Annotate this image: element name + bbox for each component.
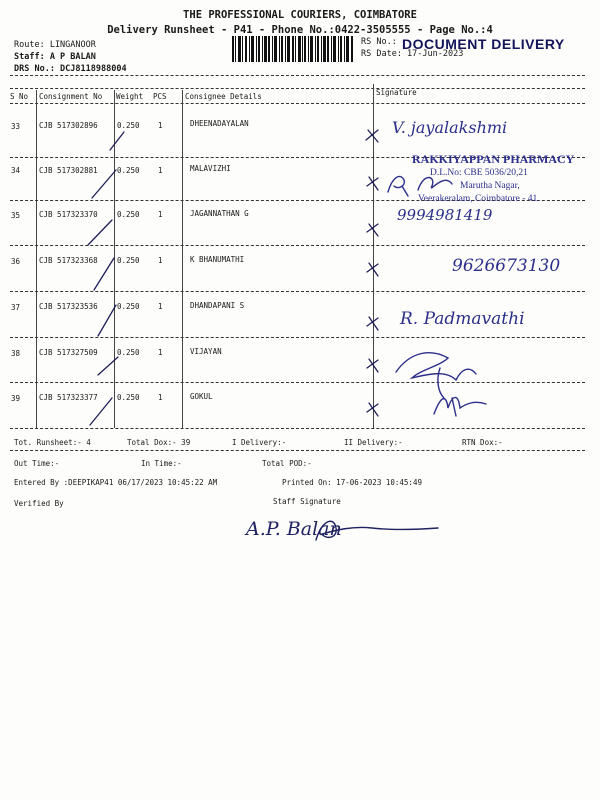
signature-row-37: R. Padmavathi (400, 309, 525, 329)
ii-delivery: II Delivery:- (344, 438, 403, 447)
divider (10, 291, 585, 292)
scribble-row-34 (388, 176, 408, 196)
rtn-dox: RTN Dox:- (462, 438, 503, 447)
row-consignment: CJB 517327509 (39, 348, 98, 357)
row-pcs: 1 (158, 393, 163, 402)
col-line (36, 90, 37, 428)
tick-mark (110, 132, 124, 150)
row-consignee: DHEENADAYALAN (190, 119, 249, 128)
staff-signature-ink: A.P. Balan (246, 518, 342, 540)
row-consignment: CJB 517302881 (39, 166, 98, 175)
row-sno: 35 (11, 211, 21, 220)
tick-mark (88, 220, 112, 245)
scribble-row-34 (418, 178, 452, 191)
rs-date: RS Date: 17-Jun-2023 (361, 49, 464, 59)
entered-by: Entered By :DEEPIKAP41 06/17/2023 10:45:22 AM (14, 478, 218, 487)
row-consignee: DHANDAPANI S (190, 301, 245, 310)
row-consignment: CJB 517323536 (39, 302, 98, 311)
divider (10, 88, 585, 89)
divider (10, 75, 585, 76)
col-weight: Weight (116, 92, 144, 101)
in-time: In Time:- (141, 459, 182, 468)
row-consignee: VIJAYAN (190, 347, 222, 356)
row-pcs: 1 (158, 166, 163, 175)
staff-label: Staff: A P BALAN (14, 52, 96, 62)
row-consignment: CJB 517323370 (39, 210, 98, 219)
row-consignee: K BHANUMATHI (190, 255, 245, 264)
scribble-row-38 (438, 368, 444, 398)
verified-by: Verified By (14, 499, 64, 508)
row-sno: 39 (11, 394, 21, 403)
row-consignee: MALAVIZHI (190, 164, 231, 173)
row-weight: 0.250 (117, 210, 140, 219)
divider (10, 450, 585, 451)
col-consignee: Consignee Details (185, 92, 262, 101)
runsheet-title: Delivery Runsheet - P41 - Phone No.:0422-3505555 - Page No.:4 (107, 24, 493, 36)
route-label: Route: LINGANOOR (14, 40, 96, 50)
col-line (114, 90, 115, 428)
printed-on: Printed On: 17-06-2023 10:45:49 (282, 478, 422, 487)
row-weight: 0.250 (117, 121, 140, 130)
pharmacy-stamp-dl: D.L.No: CBE 5036/20,21 (430, 168, 528, 178)
row-sno: 38 (11, 349, 21, 358)
row-sno: 33 (11, 122, 21, 131)
divider (10, 382, 585, 383)
document-delivery-stamp: DOCUMENT DELIVERY (402, 36, 565, 52)
row-weight: 0.250 (117, 393, 140, 402)
col-sno: S No (10, 92, 29, 101)
row-sno: 34 (11, 166, 21, 175)
pharmacy-stamp-name: RAKKIYAPPAN PHARMACY (412, 152, 575, 166)
row-sno: 36 (11, 257, 21, 266)
total-pod: Total POD:- (262, 459, 312, 468)
row-weight: 0.250 (117, 166, 140, 175)
row-weight: 0.250 (117, 348, 140, 357)
divider (10, 337, 585, 338)
staff-signature-label: Staff Signature (273, 497, 341, 506)
divider (10, 245, 585, 246)
row-weight: 0.250 (117, 302, 140, 311)
out-time: Out Time:- (14, 459, 60, 468)
scribble-row-38 (396, 353, 476, 380)
drs-number: DRS No.: DCJ8118988004 (14, 64, 127, 74)
col-pcs: PCS (153, 92, 167, 101)
tot-runsheet: Tot. Runsheet:- 4 (14, 438, 91, 447)
pharmacy-stamp-city: Veerakeralam, Coimbatore - 41. (418, 194, 540, 204)
barcode (232, 36, 354, 62)
row-sno: 37 (11, 303, 21, 312)
total-dox: Total Dox:- 39 (127, 438, 191, 447)
col-line (373, 84, 374, 428)
tick-mark (90, 398, 112, 425)
divider (10, 428, 585, 429)
pharmacy-stamp-street: Marutha Nagar, (460, 181, 520, 191)
signature-row-33: V. jayalakshmi (392, 118, 508, 137)
divider (10, 103, 585, 104)
row-pcs: 1 (158, 348, 163, 357)
scribble-row-39 (452, 398, 456, 416)
col-consignment: Consignment No (39, 92, 103, 101)
col-line (182, 90, 183, 428)
row-weight: 0.250 (117, 256, 140, 265)
row-pcs: 1 (158, 256, 163, 265)
scribble-row-39 (434, 397, 486, 414)
signature-row-35: 9994981419 (397, 206, 493, 224)
company-name: THE PROFESSIONAL COURIERS, COIMBATORE (183, 9, 417, 21)
row-pcs: 1 (158, 210, 163, 219)
row-pcs: 1 (158, 121, 163, 130)
row-consignment: CJB 517323368 (39, 256, 98, 265)
tick-mark (98, 357, 118, 375)
signature-row-36: 9626673130 (452, 256, 561, 276)
row-consignment: CJB 517302896 (39, 121, 98, 130)
row-consignee: JAGANNATHAN G (190, 209, 249, 218)
col-signature: Signature (376, 88, 417, 97)
row-pcs: 1 (158, 302, 163, 311)
i-delivery: I Delivery:- (232, 438, 287, 447)
row-consignee: GOKUL (190, 392, 213, 401)
row-consignment: CJB 517323377 (39, 393, 98, 402)
rs-number-label: RS No.: (361, 37, 397, 47)
